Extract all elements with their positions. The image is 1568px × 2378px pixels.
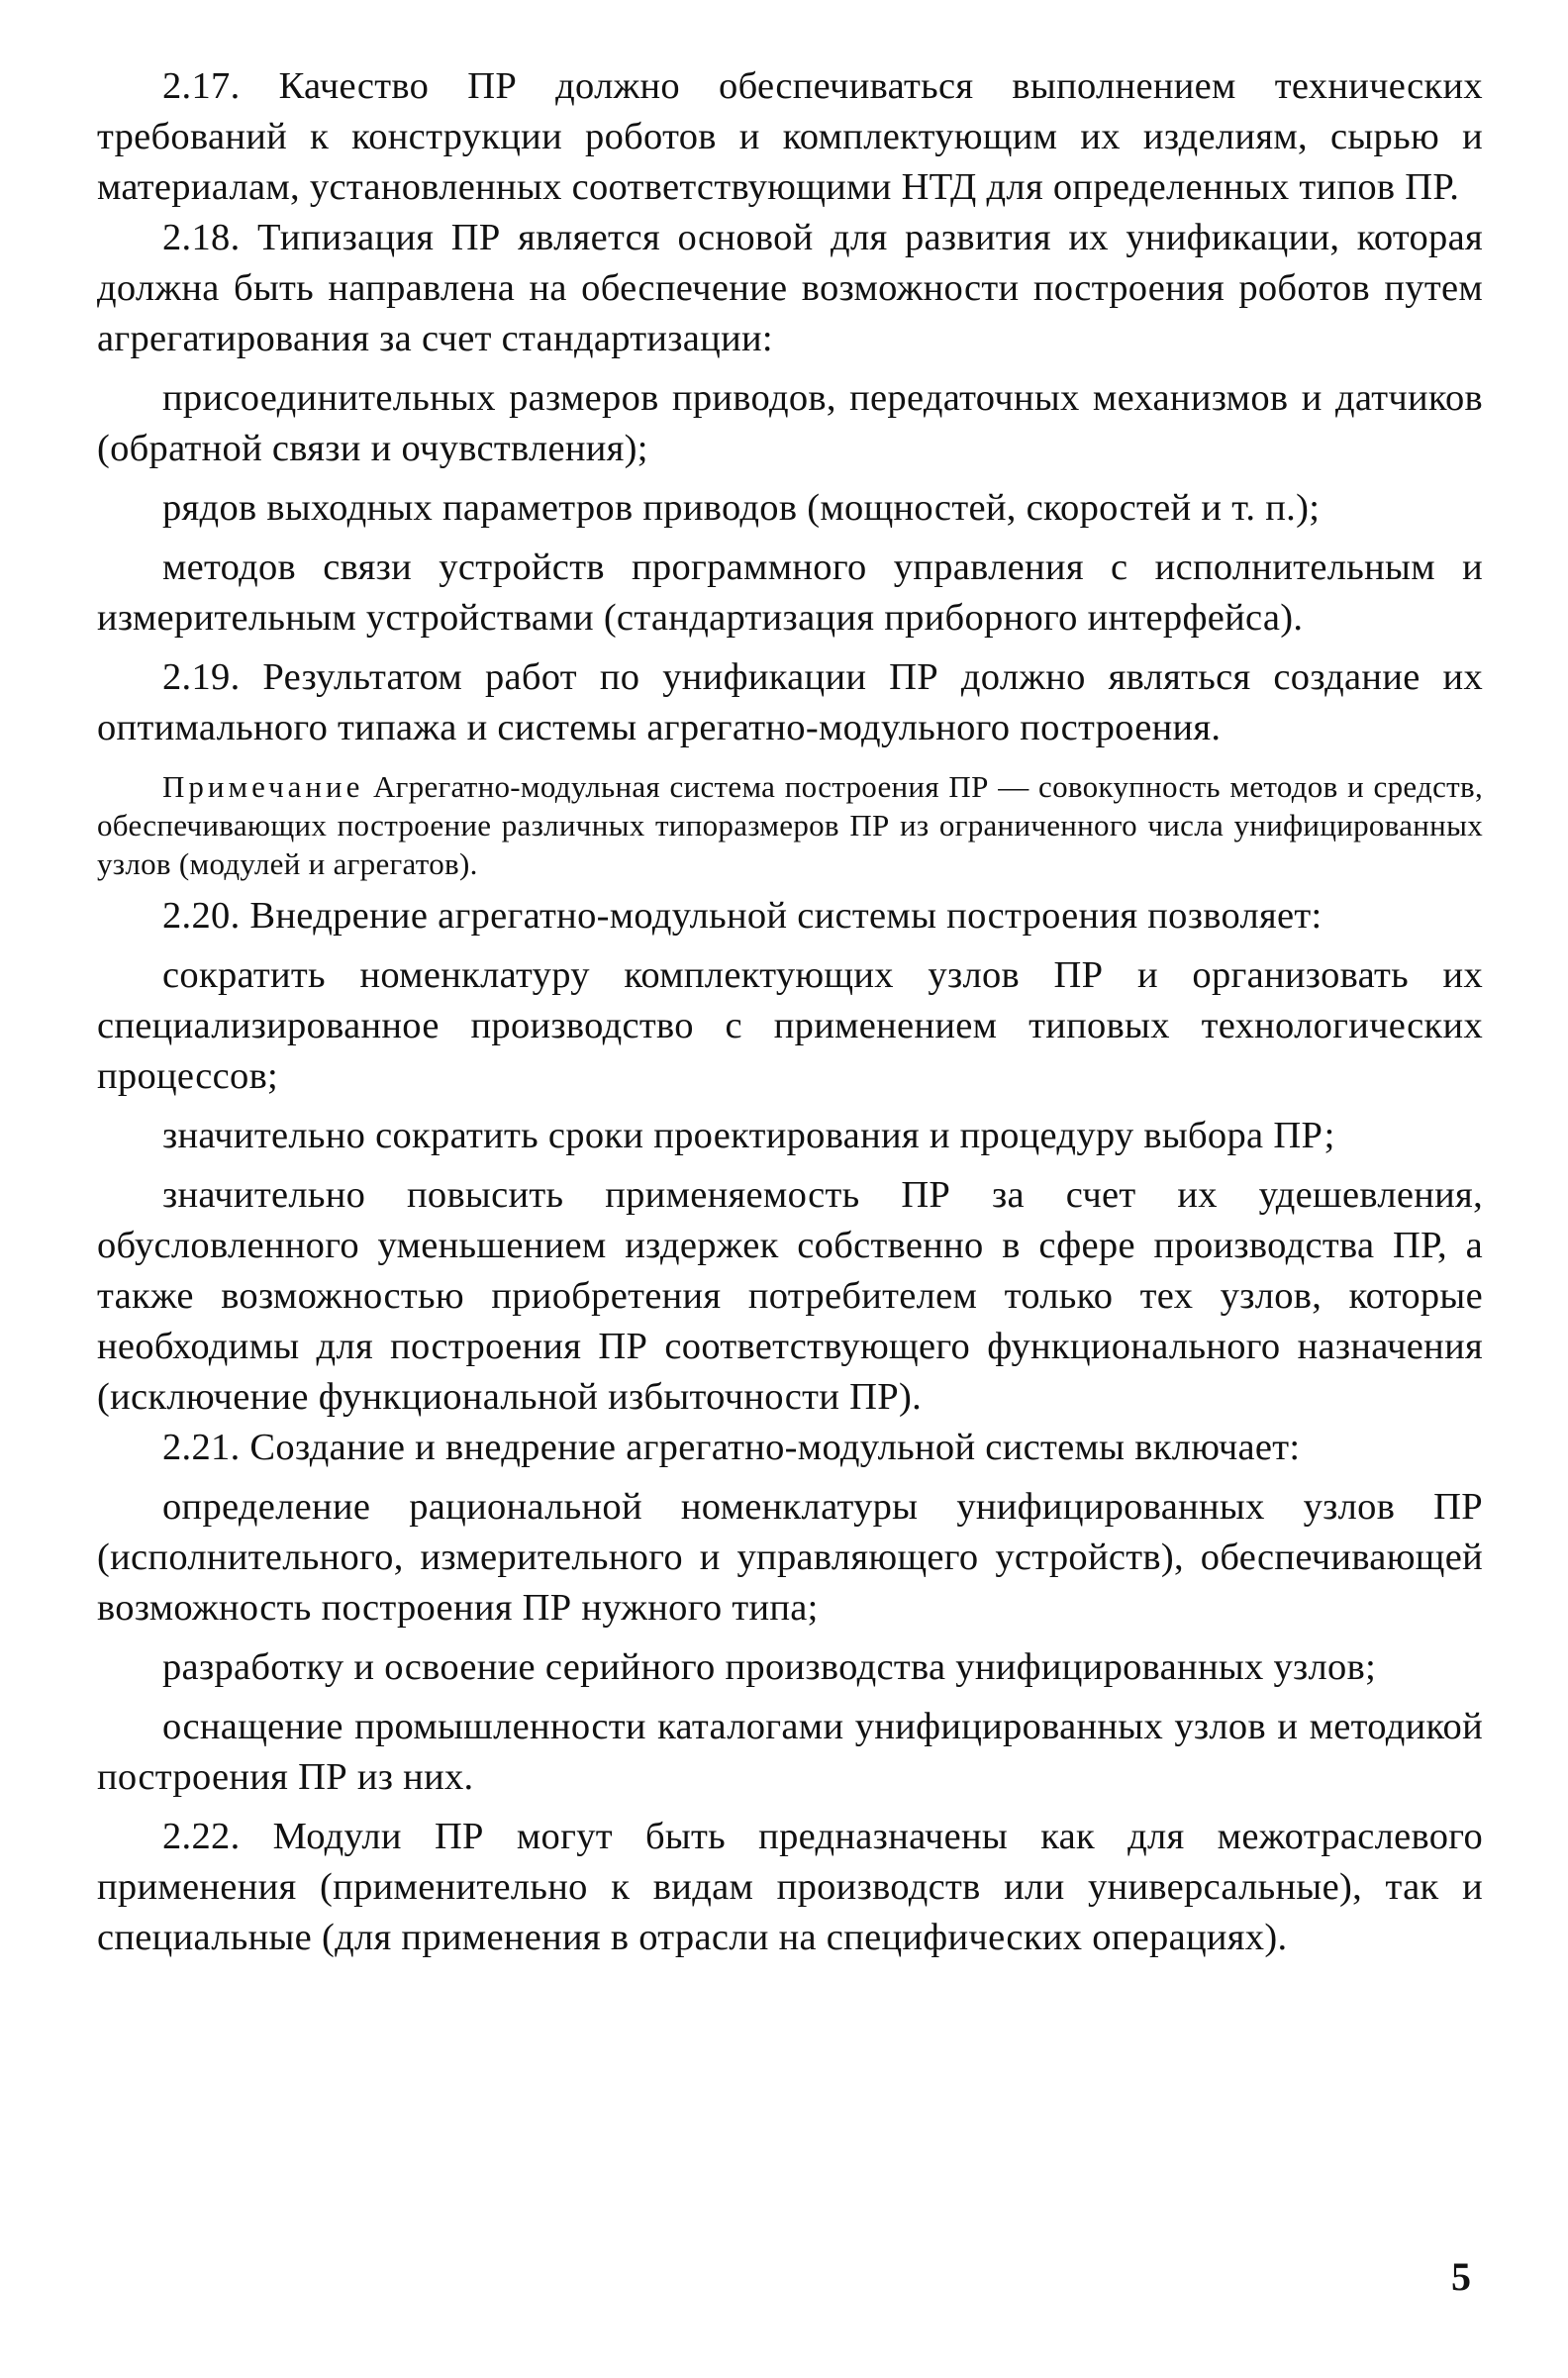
list-item: рядов выходных параметров приводов (мощностей, скоростей и т. п.); [162, 487, 1321, 529]
paragraph-2-21: 2.21. Создание и внедрение агрегатно-модульной системы включает: [162, 1427, 1301, 1468]
list-item: присоединительных размеров приводов, передаточных механизмов и датчиков (обратной связи и очувствления); [97, 377, 1483, 469]
paragraph-2-17: 2.17. Качество ПР должно обеспечиваться выполнением технических требований к конструкции роботов и комплектующим их изделиям, сырью и материалам, установленных соответствующими НТД для определенных типов ПР. [97, 65, 1483, 208]
paragraph-2-22: 2.22. Модули ПР могут быть предназначены как для межотраслевого применения (применительно к видам производств или универсальные), так и специальные (для применения в отрасли на специфических операциях). [97, 1816, 1483, 1958]
note-text: Агрегатно-модульная система построения ПР — совокупность методов и средств, обеспечивающих построение различных типоразмеров ПР из ограниченного числа унифицированных узлов (модулей и агрегатов). [97, 769, 1483, 881]
page-number: 5 [1451, 2254, 1471, 2299]
list-item: оснащение промышленности каталогами унифицированных узлов и методикой построения ПР из них. [97, 1706, 1483, 1798]
list-item: методов связи устройств программного управления с исполнительным и измерительным устройствами (стандартизация приборного интерфейса). [97, 546, 1483, 639]
note [97, 767, 1483, 883]
document-body [97, 61, 1483, 1963]
paragraph-2-18: 2.18. Типизация ПР является основой для развития их унификации, которая должна быть направлена на обеспечение возможности построения роботов путем агрегатирования за счет стандартизации: [97, 217, 1483, 359]
list-item: сократить номенклатуру комплектующих узлов ПР и организовать их специализированное производство с применением типовых технологических процессов; [97, 954, 1483, 1097]
list-item: определение рациональной номенклатуры унифицированных узлов ПР (исполнительного, измерительного и управляющего устройств), обеспечивающей возможность построения ПР нужного типа; [97, 1486, 1483, 1629]
note-label: Примечание [162, 769, 364, 804]
paragraph-2-19: 2.19. Результатом работ по унификации ПР должно являться создание их оптимального типажа и системы агрегатно-модульного построения. [97, 656, 1483, 748]
list-item: значительно сократить сроки проектирования и процедуру выбора ПР; [162, 1115, 1335, 1156]
list-item: значительно повысить применяемость ПР за счет их удешевления, обусловленного уменьшением издержек собственно в сфере производства ПР, а также возможностью приобретения потребителем только тех узлов, которые необходимы для построения ПР соответствующего функционального назначения (исключение функциональной избыточности ПР). [97, 1174, 1483, 1418]
paragraph-2-20: 2.20. Внедрение агрегатно-модульной системы построения позволяет: [162, 895, 1323, 937]
list-item: разработку и освоение серийного производства унифицированных узлов; [162, 1646, 1377, 1688]
